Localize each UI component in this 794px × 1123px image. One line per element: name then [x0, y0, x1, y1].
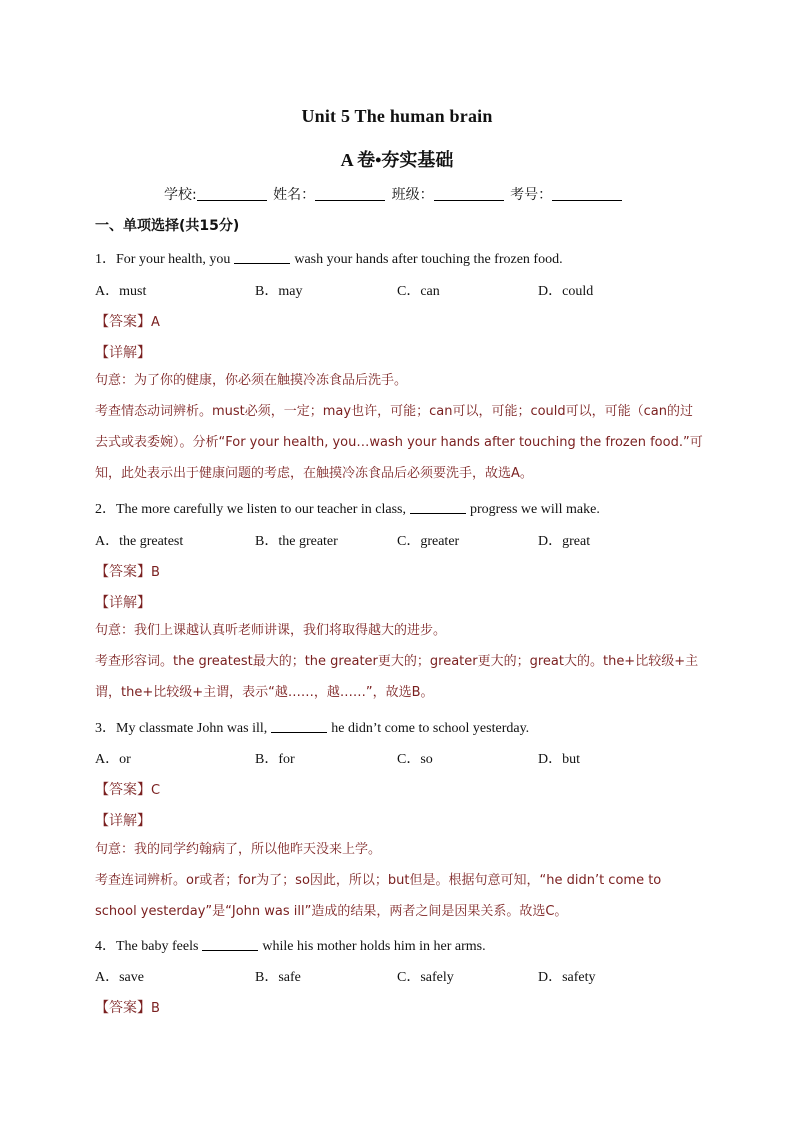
- answer-value: A: [151, 315, 160, 330]
- answer-label: 【答案】: [95, 314, 151, 330]
- question-4-stem: [95, 935, 486, 955]
- answer-label: 【答案】: [95, 782, 151, 798]
- answer-value: C: [151, 783, 161, 798]
- question-1-option-a: A．must: [95, 284, 147, 299]
- question-2-answer: [95, 561, 160, 581]
- student-info-row: [164, 184, 624, 204]
- question-3-option-b: B．for: [255, 752, 295, 767]
- question-4-option-a: A．save: [95, 970, 144, 985]
- school-label: 学校:: [164, 187, 197, 203]
- explanation-translation: 句意：我们上课越认真听老师讲课，我们将取得越大的进步。: [95, 623, 447, 638]
- question-4-text-after: while his mother holds him in her arms.: [262, 939, 486, 954]
- explanation-translation: 句意：我的同学约翰病了，所以他昨天没来上学。: [95, 842, 382, 857]
- question-4-answer: [95, 997, 160, 1017]
- document-subtitle: A 卷•夯实基础: [340, 150, 454, 170]
- question-3-text-after: he didn’t come to school yesterday.: [331, 721, 530, 736]
- question-1-explanation: [95, 365, 705, 489]
- question-4-text-before: 4．The baby feels: [95, 939, 199, 954]
- question-1-option-b: B．may: [255, 284, 303, 299]
- question-1-option-c: C．can: [397, 284, 440, 299]
- question-1-option-d: D．could: [538, 284, 594, 299]
- question-1-answer: [95, 311, 160, 331]
- explanation-translation: 句意：为了你的健康，你必须在触摸冷冻食品后洗手。: [95, 373, 408, 388]
- question-3-answer: [95, 779, 160, 799]
- answer-value: B: [151, 1001, 160, 1016]
- class-blank[interactable]: [434, 186, 504, 201]
- question-4-option-d: D．safety: [538, 970, 596, 985]
- number-label: 考号：: [510, 187, 553, 203]
- question-3-detail-label: [95, 810, 151, 830]
- number-blank[interactable]: [552, 186, 622, 201]
- explanation-analysis: 考查形容词。the greatest最大的；the greater更大的；greater更大的；great大的。the+比较级+主谓，the+比较级+主谓，表示“越……，越……”，故选B。: [95, 654, 699, 700]
- answer-value: B: [151, 565, 160, 580]
- question-2-text-after: progress we will make.: [470, 502, 600, 517]
- detail-label: 【详解】: [95, 813, 151, 829]
- answer-label: 【答案】: [95, 564, 151, 580]
- question-1-stem: [95, 248, 563, 268]
- question-3-text-before: 3．My classmate John was ill,: [95, 721, 268, 736]
- question-4-blank: [202, 938, 258, 951]
- name-label: 姓名：: [273, 187, 316, 203]
- question-2-explanation: [95, 615, 705, 708]
- detail-label: 【详解】: [95, 595, 151, 611]
- question-2-stem: [95, 498, 600, 518]
- class-label: 班级：: [391, 187, 434, 203]
- question-2-text-before: 2．The more carefully we listen to our teacher in class,: [95, 502, 406, 517]
- question-1-blank: [234, 251, 290, 264]
- question-3-explanation: [95, 834, 705, 927]
- question-3-option-c: C．so: [397, 752, 433, 767]
- question-1-detail-label: [95, 342, 151, 362]
- explanation-analysis: 考查情态动词辨析。must必须，一定；may也许，可能；can可以，可能；could可以，可能（can的过去式或表委婉）。分析“For your health, you…wash your hands after touching the frozen food.”可知，此处表示出于健康问题的考虑，在触摸冷冻食品后必须要洗手，故选A。: [95, 404, 703, 481]
- name-blank[interactable]: [315, 186, 385, 201]
- question-2-blank: [410, 501, 466, 514]
- document-title: Unit 5 The human brain: [301, 106, 493, 126]
- question-4-option-b: B．safe: [255, 970, 301, 985]
- school-blank[interactable]: [197, 186, 267, 201]
- question-2-detail-label: [95, 592, 151, 612]
- question-2-option-b: B．the greater: [255, 534, 338, 549]
- answer-label: 【答案】: [95, 1000, 151, 1016]
- question-2-option-a: A．the greatest: [95, 534, 184, 549]
- section-heading: 一、单项选择(共15分): [95, 218, 240, 234]
- detail-label: 【详解】: [95, 345, 151, 361]
- question-4-option-c: C．safely: [397, 970, 454, 985]
- question-1-text-after: wash your hands after touching the frozen food.: [294, 252, 563, 267]
- question-2-option-c: C．greater: [397, 534, 460, 549]
- question-3-option-a: A．or: [95, 752, 131, 767]
- question-3-stem: [95, 717, 529, 737]
- question-3-blank: [271, 720, 327, 733]
- question-3-option-d: D．but: [538, 752, 580, 767]
- explanation-analysis: 考查连词辨析。or或者；for为了；so因此，所以；but但是。根据句意可知，“he didn’t come to school yesterday”是“John was ill”造成的结果，两者之间是因果关系。故选C。: [95, 873, 662, 919]
- question-1-text-before: 1．For your health, you: [95, 252, 231, 267]
- question-2-option-d: D．great: [538, 534, 591, 549]
